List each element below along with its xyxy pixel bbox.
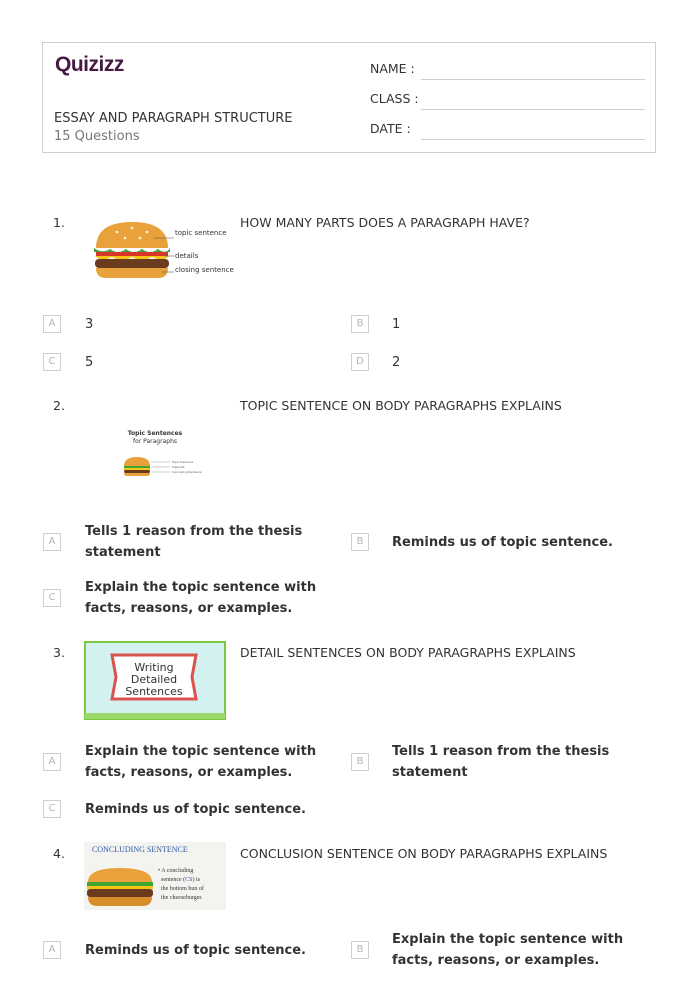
- question-4-number: 4.: [53, 846, 65, 861]
- svg-text:the cheeseburger.: the cheeseburger.: [161, 895, 203, 901]
- class-label: CLASS :: [370, 91, 419, 106]
- q3-option-b-text: Tells 1 reason from the thesis statement: [392, 744, 610, 780]
- q1-option-d-text: 2: [392, 355, 401, 370]
- name-line[interactable]: [421, 79, 645, 80]
- topic-img-subtitle: for Paragraphs: [132, 438, 178, 445]
- q3-option-b-box[interactable]: B: [351, 753, 369, 771]
- date-label: DATE :: [370, 121, 411, 136]
- q1-option-a-text: 3: [85, 317, 94, 332]
- q1-option-b-box[interactable]: B: [351, 315, 369, 333]
- question-2-text: TOPIC SENTENCE ON BODY PARAGRAPHS EXPLAINS: [240, 398, 562, 413]
- svg-text:• A concluding: • A concluding: [158, 868, 194, 874]
- q1-option-b-text: 1: [392, 317, 401, 332]
- worksheet-header: [42, 42, 656, 153]
- class-line[interactable]: [421, 109, 645, 110]
- burger-label-details: details: [175, 252, 199, 260]
- svg-text:Topic Sentence: Topic Sentence: [172, 460, 194, 464]
- concluding-sentence-image: [84, 842, 226, 910]
- question-1-number: 1.: [53, 215, 65, 230]
- q3-option-a-box[interactable]: A: [43, 753, 61, 771]
- q4-option-a-box[interactable]: A: [43, 941, 61, 959]
- q1-option-c-box[interactable]: C: [43, 353, 61, 371]
- q2-option-c-text: Explain the topic sentence with facts, reasons, or examples.: [85, 580, 317, 616]
- topic-img-title: Topic Sentences: [127, 430, 183, 437]
- burger-label-closing: closing sentence: [175, 266, 234, 274]
- q4-option-b-box[interactable]: B: [351, 941, 369, 959]
- q3-option-a-text: Explain the topic sentence with facts, reasons, or examples.: [85, 744, 317, 780]
- q4-option-a-text: Reminds us of topic sentence.: [85, 943, 306, 958]
- name-label: NAME :: [370, 61, 415, 76]
- burger-label-topic: topic sentence: [175, 229, 227, 237]
- question-count: 15 Questions: [54, 129, 140, 144]
- writing-detailed-sentences-image: [84, 641, 226, 720]
- card-line-3: Sentences: [125, 685, 183, 698]
- q2-option-a-box[interactable]: A: [43, 533, 61, 551]
- q3-option-c-box[interactable]: C: [43, 800, 61, 818]
- question-2-number: 2.: [53, 398, 65, 413]
- q2-option-a-text: Tells 1 reason from the thesis statement: [85, 524, 303, 560]
- svg-text:sentence (CS) is: sentence (CS) is: [161, 877, 200, 883]
- q1-option-c-text: 5: [85, 355, 94, 370]
- card-line-2: Detailed: [130, 673, 178, 686]
- q2-option-c-box[interactable]: C: [43, 589, 61, 607]
- svg-text:the bottom bun of: the bottom bun of: [161, 886, 204, 892]
- worksheet-title: ESSAY AND PARAGRAPH STRUCTURE: [54, 111, 293, 126]
- question-1-text: HOW MANY PARTS DOES A PARAGRAPH HAVE?: [240, 215, 530, 230]
- question-3-number: 3.: [53, 645, 65, 660]
- question-4-text: CONCLUSION SENTENCE ON BODY PARAGRAPHS EXPLAINS: [240, 846, 608, 861]
- q2-option-b-box[interactable]: B: [351, 533, 369, 551]
- svg-text:Supports: Supports: [172, 465, 185, 469]
- q3-option-c-text: Reminds us of topic sentence.: [85, 802, 306, 817]
- slide-title: CONCLUDING SENTENCE: [92, 845, 188, 854]
- quizizz-logo: Quizizz: [55, 53, 124, 76]
- q2-option-b-text: Reminds us of topic sentence.: [392, 535, 613, 550]
- topic-sentences-image: [118, 428, 218, 480]
- q4-option-b-text: Explain the topic sentence with facts, reasons, or examples.: [392, 932, 624, 968]
- q1-option-d-box[interactable]: D: [351, 353, 369, 371]
- q1-option-a-box[interactable]: A: [43, 315, 61, 333]
- question-3-text: DETAIL SENTENCES ON BODY PARAGRAPHS EXPLAINS: [240, 645, 576, 660]
- card-line-1: Writing: [134, 661, 174, 674]
- date-line[interactable]: [421, 139, 645, 140]
- svg-text:Concluding Sentence: Concluding Sentence: [172, 470, 202, 474]
- burger-paragraph-image: [92, 218, 234, 286]
